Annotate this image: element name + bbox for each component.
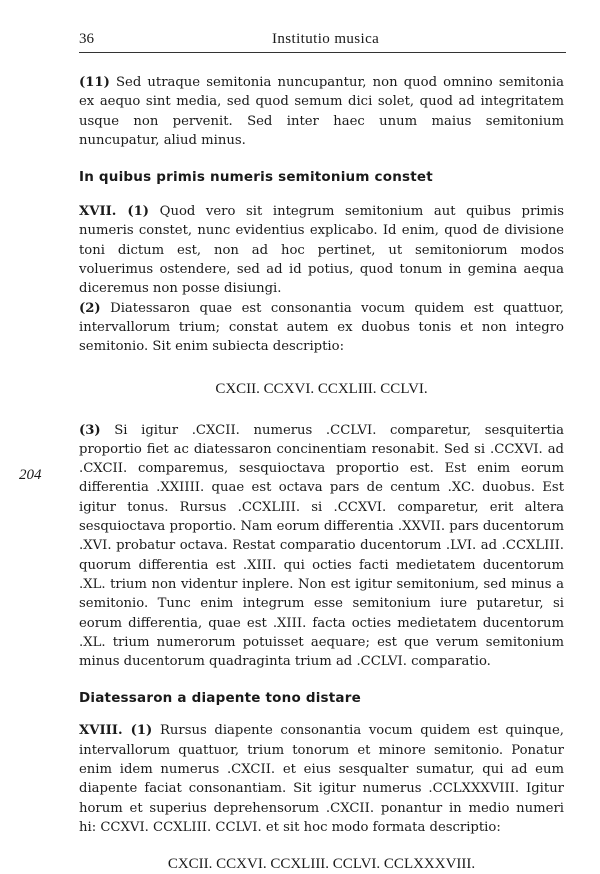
paragraph-text: Quod vero sit integrum semitonium aut quibus primis numeris constet, nunc evidentius explicabo. Id enim, quod de divisione toni dictum est, non ad hoc pertinet, ut semitoniorum modos voluerimus ostendere, sed ad id potius, quod tonum in gemina aequa diceremus non posse disiungi. [79,204,564,297]
paragraph-label: XVII. (1) [79,204,150,220]
paragraph-label: XVIII. (1) [79,723,153,739]
running-head [79,26,566,53]
section-heading: In quibus primis numeris semitonium constet [79,169,433,186]
paragraph-label: (3) [79,422,101,438]
paragraph-text: Diatessaron quae est consonantia vocum quidem est quattuor, intervallorum trium; constat autem ex duobus tonis et non integro semitonio. Sit enim subiecta descriptio: [79,300,564,355]
running-title: Institutio musica [272,31,380,47]
paragraph-text: Sed utraque semitonia nuncupantur, non quod omnino semitonia ex aequo sint media, sed quod semum dici solet, quod ad integritatem usque non pervenit. Sed inter haec unum maius semitonium nuncupatur, aliud minus. [79,75,564,148]
number-series: CXCII. CCXVI. CCXLIII. CCLVI. CCLXXXVIII. [167,856,476,873]
section-heading: Diatessaron a diapente tono distare [79,690,361,707]
margin-reference-number: 204 [19,467,42,483]
number-series: CXCII. CCXVI. CCXLIII. CCLVI. [215,380,428,397]
paragraph-text: Si igitur .CXCII. numerus .CCLVI. comparetur, sesquitertia proportio fiet ac diatessaron concinentiam resonabit. Sed si .CCXVI. ad .CXCII. comparemus, sesquioctava proportio est. Est enim eorum differentia .XXIIII. quae est octava pars de centum .XC. duobus. Est igitur tonus. Rursus .CCXLIII. si .CCXVI. comparetur, erit altera sesquioctava proportio. Nam eorum differentia .XXVII. pars ducentorum .XVI. probatur octava. Restat comparatio ducentorum .LVI. ad .CCXLIII. quorum differentia est .XIII. qui octies facti medietatem ducentorum .XL. trium non videntur inplere. Non est igitur semitonium, sed minus a semitonio. Tunc enim integrum esse semitonium iure putaretur, si eorum differentia, quae est .XIII. facta octies medietatem ducentorum .XL. trium numerorum potuisset aequare; est que verum semitonium minus ducentorum quadraginta trium ad .CCLVI. comparatio. [79,422,564,670]
body-text [79,73,564,874]
page-number: 36 [79,31,94,47]
paragraph-xvii-2 [79,299,564,357]
paragraph-xvii-3 [79,421,564,672]
paragraph-label: (2) [79,300,101,316]
paragraph-label: (11) [79,75,110,90]
paragraph-text: Rursus diapente consonantia vocum quidem est quinque, intervallorum quattuor, trium tonorum et minore semitonio. Ponatur enim idem numerus .CXCII. et eius sesqualter sumatur, qui ad eum diapente faciat consonantiam. Sit igitur numerus .CCLXXXVIII. Igitur horum et superius deprehensorum .CXCII. ponantur in medio numeri hi: CCXVI. CCXLIII. CCLVI. et sit hoc modo formata descriptio: [79,723,564,835]
paragraph-xviii-1 [79,721,564,837]
paragraph-11 [79,73,564,150]
paragraph-xvii-1 [79,202,564,298]
